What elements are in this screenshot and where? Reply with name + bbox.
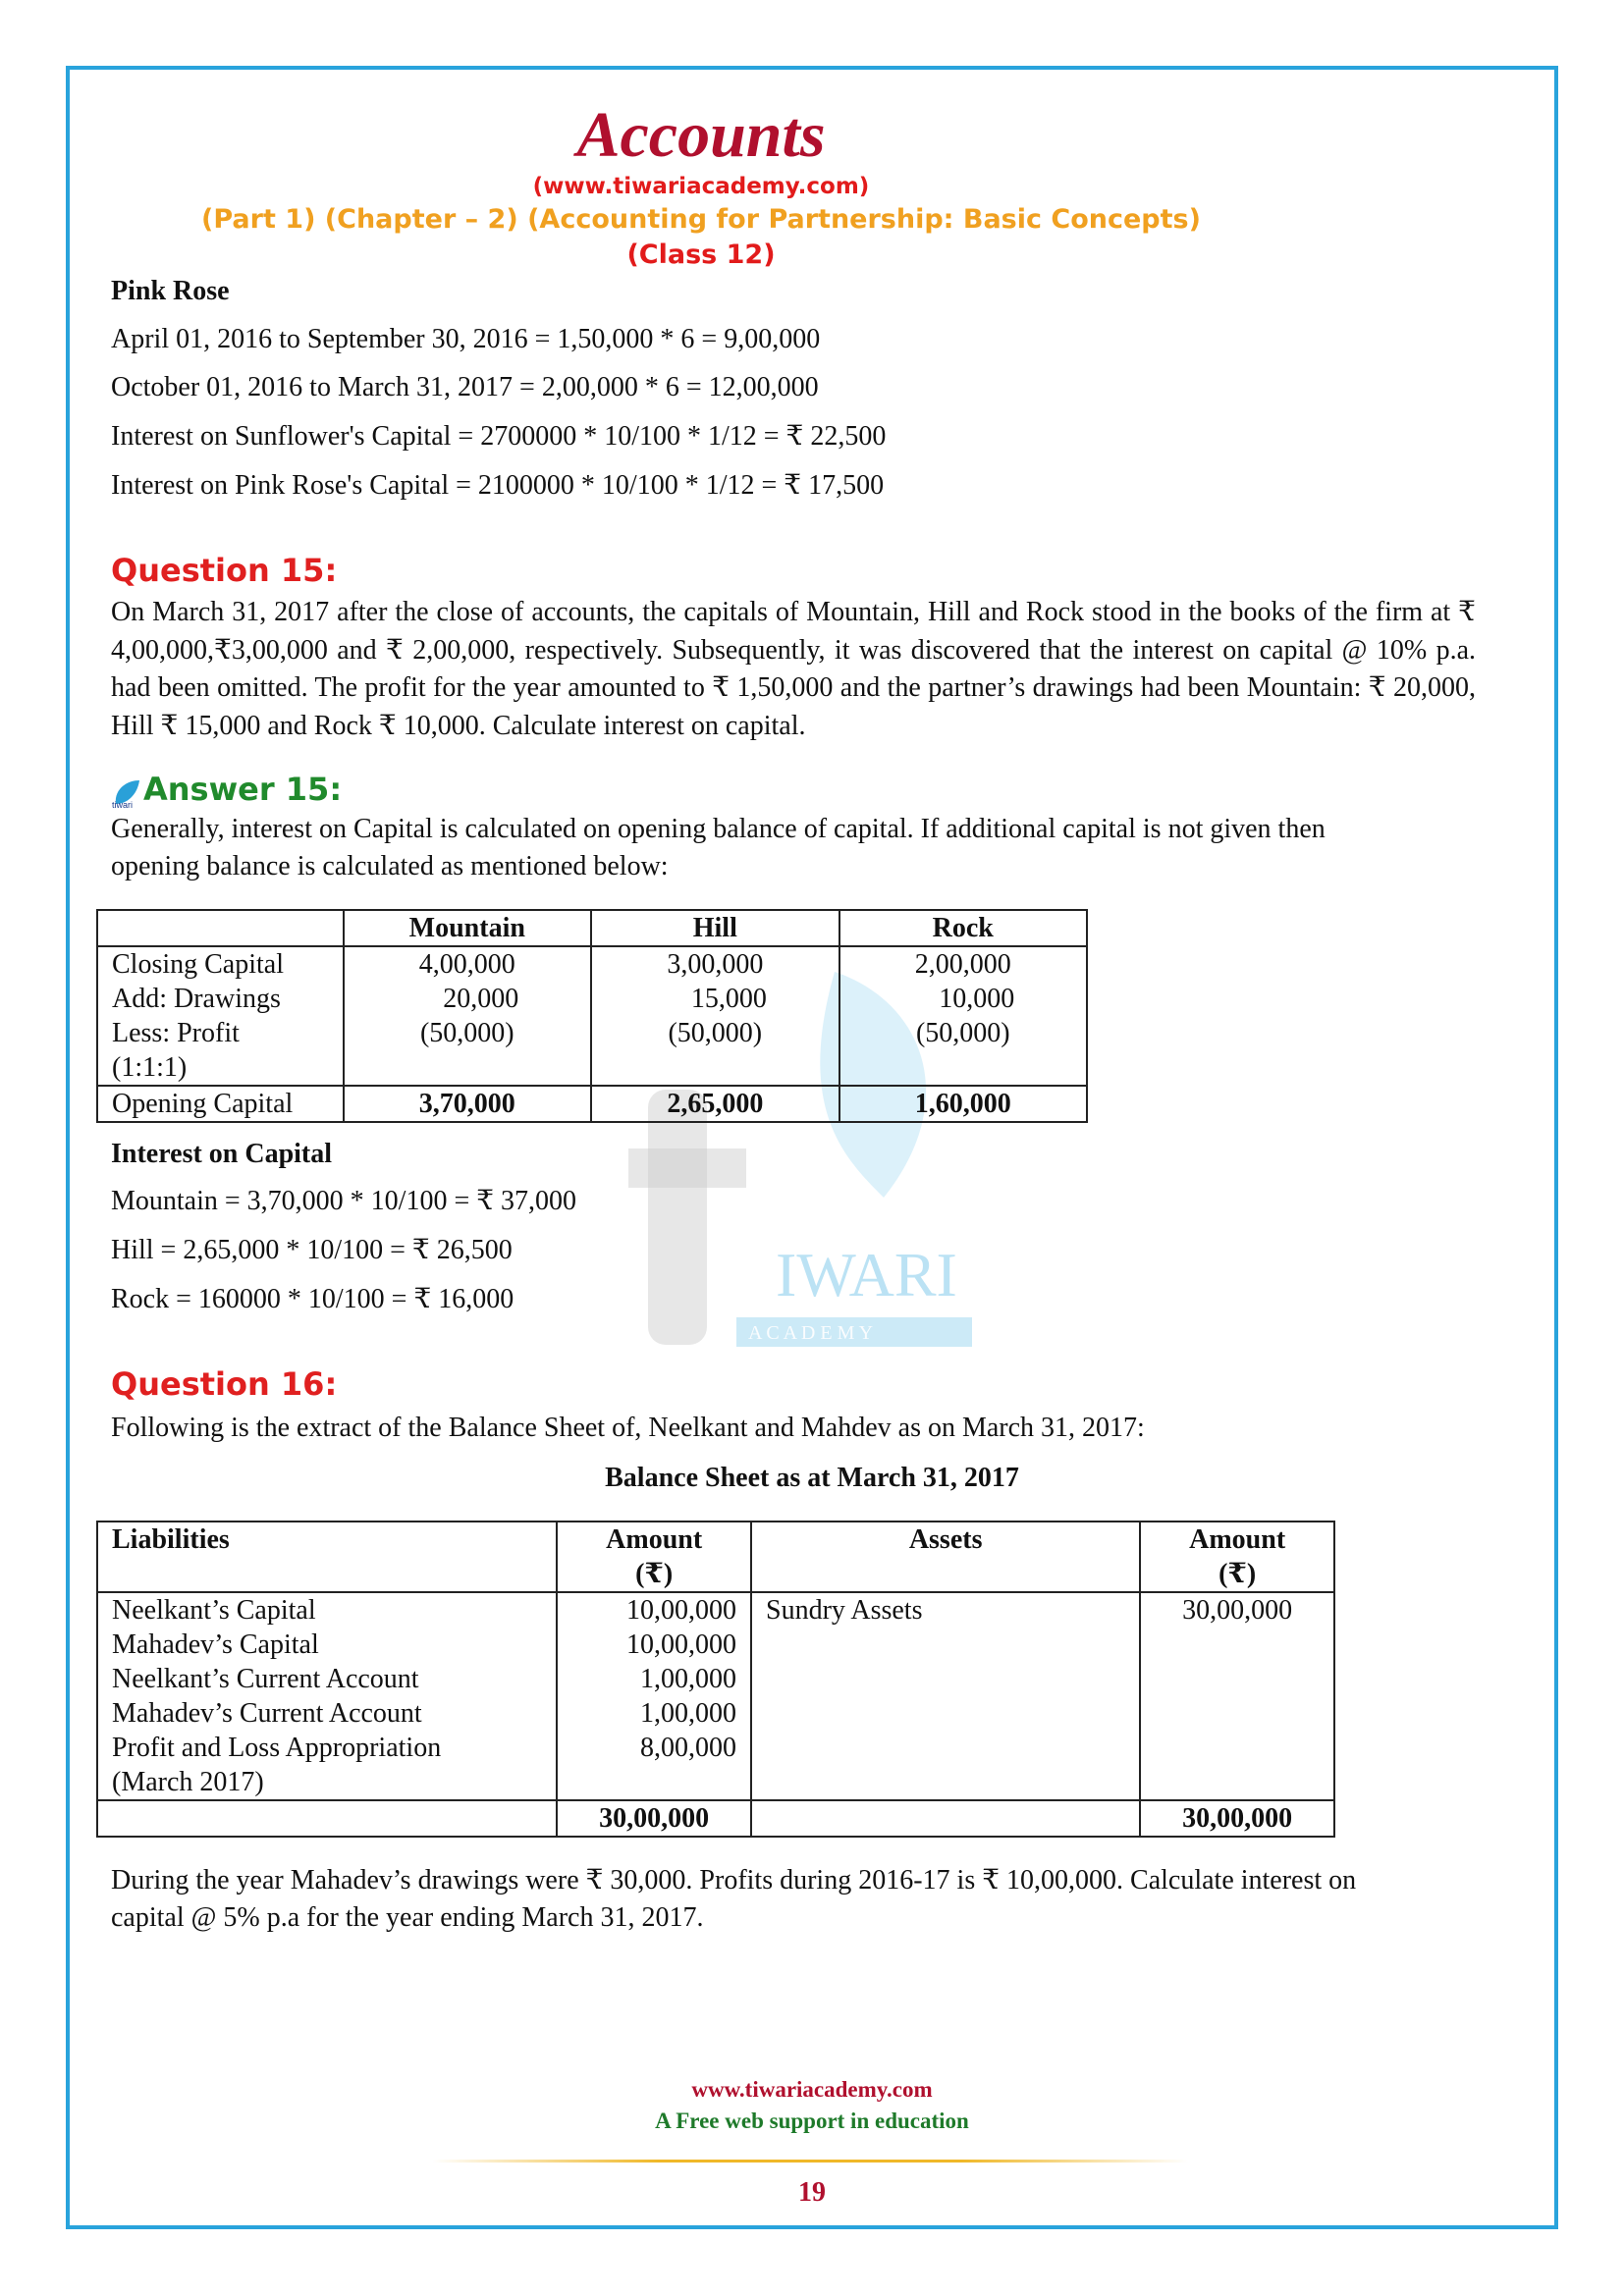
opening-capital-table xyxy=(96,909,1088,1123)
row-label: Add: Drawings xyxy=(112,984,281,1014)
row-label: Less: Profit xyxy=(112,1018,240,1048)
interest-heading: Interest on Capital xyxy=(111,1139,333,1169)
liability-amount: 1,00,000 xyxy=(640,1698,736,1729)
cell-value: (50,000) xyxy=(419,1018,514,1048)
table-header: Assets xyxy=(751,1522,1140,1592)
table-total-row xyxy=(97,1800,1334,1837)
table-header: Amount (₹) xyxy=(1140,1522,1334,1592)
liability-amount: 10,00,000 xyxy=(626,1629,736,1660)
liability-label: Mahadev’s Capital xyxy=(112,1629,319,1660)
asset-amount: 30,00,000 xyxy=(1182,1595,1293,1626)
liability-amount: 8,00,000 xyxy=(640,1733,736,1763)
svg-text:tiwari: tiwari xyxy=(112,800,134,810)
question-15-heading: Question 15: xyxy=(111,552,338,589)
question-16-heading: Question 16: xyxy=(111,1365,338,1403)
row-label: (1:1:1) xyxy=(112,1052,188,1083)
balance-sheet-table xyxy=(96,1521,1335,1838)
table-header xyxy=(97,910,344,946)
liability-label: (March 2017) xyxy=(112,1767,264,1797)
liability-amount: 1,00,000 xyxy=(640,1664,736,1694)
pink-rose-heading: Pink Rose xyxy=(111,276,230,306)
header-website: (www.tiwariacademy.com) xyxy=(532,174,870,199)
watermark-brand: IWARI xyxy=(776,1240,957,1309)
question-16-after: During the year Mahadev’s drawings were ₹ 30,000. Profits during 2016-17 is ₹ 10,00,000. Calculate interest on xyxy=(111,1865,1357,1896)
page-number: 19 xyxy=(798,2177,826,2208)
answer-15-intro: Generally, interest on Capital is calculated on opening balance of capital. If additional capital is not given then xyxy=(111,814,1326,844)
liability-label: Profit and Loss Appropriation xyxy=(112,1733,442,1763)
answer-15-heading: Answer 15: xyxy=(143,771,343,808)
footer-website: www.tiwariacademy.com xyxy=(691,2077,933,2102)
row-label: Opening Capital xyxy=(97,1086,344,1122)
cell-value: 10,000 xyxy=(939,984,1015,1014)
pink-rose-line: Interest on Pink Rose's Capital = 2100000 * 10/100 * 1/12 = ₹ 17,500 xyxy=(111,470,885,501)
question-16-text: Following is the extract of the Balance Sheet of, Neelkant and Mahdev as on March 31, 2017: xyxy=(111,1413,1145,1443)
cell-value: (50,000) xyxy=(668,1018,763,1048)
footer-tagline: A Free web support in education xyxy=(655,2109,969,2133)
header-class: (Class 12) xyxy=(626,240,776,270)
watermark-sub: A C A D E M Y xyxy=(748,1322,874,1344)
liability-label: Neelkant’s Capital xyxy=(112,1595,316,1626)
interest-line: Hill = 2,65,000 * 10/100 = ₹ 26,500 xyxy=(111,1235,513,1265)
question-15-text: On March 31, 2017 after the close of accounts, the capitals of Mountain, Hill and Rock stood in the books of the firm at ₹ 4,00,000,₹3,00,000 and ₹ 2,00,000, respectively. Subsequently, it was discovered that the interest on capital @ 10% p.a. had been omitted. The profit for the year amounted to ₹ 1,50,000 and the partner’s drawings had been Mountain: ₹ 20,000, Hill ₹ 15,000 and Rock ₹ 10,000. Calculate interest on capital. xyxy=(111,597,1476,741)
cell-value: (50,000) xyxy=(915,1018,1010,1048)
row-label: Closing Capital xyxy=(112,949,284,980)
cell-value: 3,00,000 xyxy=(667,949,764,980)
table-header: Amount (₹) xyxy=(557,1522,751,1592)
pink-rose-line: October 01, 2016 to March 31, 2017 = 2,00,000 * 6 = 12,00,000 xyxy=(111,372,819,402)
cell-value: 2,00,000 xyxy=(914,949,1011,980)
cell-value: 3,70,000 xyxy=(344,1086,592,1122)
liability-label: Mahadev’s Current Account xyxy=(112,1698,422,1729)
cell-value: 1,60,000 xyxy=(839,1086,1087,1122)
pink-rose-line: Interest on Sunflower's Capital = 2700000 * 10/100 * 1/12 = ₹ 22,500 xyxy=(111,421,887,452)
pink-rose-line: April 01, 2016 to September 30, 2016 = 1,50,000 * 6 = 9,00,000 xyxy=(111,324,821,354)
page-title: Accounts xyxy=(576,99,826,171)
table-row xyxy=(97,946,1087,1086)
table-row xyxy=(97,1592,1334,1800)
total-assets: 30,00,000 xyxy=(1140,1800,1334,1837)
cell-value: 4,00,000 xyxy=(418,949,515,980)
balance-sheet-title: Balance Sheet as at March 31, 2017 xyxy=(605,1463,1019,1493)
question-16-after: capital @ 5% p.a for the year ending March 31, 2017. xyxy=(111,1902,704,1933)
liability-label: Neelkant’s Current Account xyxy=(112,1664,419,1694)
cell-value: 2,65,000 xyxy=(591,1086,839,1122)
footer-divider xyxy=(432,2160,1188,2163)
asset-label: Sundry Assets xyxy=(766,1595,923,1626)
cell-value: 15,000 xyxy=(690,984,767,1014)
liability-amount: 10,00,000 xyxy=(626,1595,736,1626)
answer-15-intro: opening balance is calculated as mentioned below: xyxy=(111,851,669,881)
interest-line: Rock = 160000 * 10/100 = ₹ 16,000 xyxy=(111,1284,514,1314)
table-header: Liabilities xyxy=(97,1522,557,1592)
interest-line: Mountain = 3,70,000 * 10/100 = ₹ 37,000 xyxy=(111,1186,577,1216)
cell-value: 20,000 xyxy=(443,984,519,1014)
header-chapter: (Part 1) (Chapter – 2) (Accounting for Partnership: Basic Concepts) xyxy=(201,204,1201,235)
table-header: Hill xyxy=(591,910,839,946)
total-liabilities: 30,00,000 xyxy=(557,1800,751,1837)
table-header: Rock xyxy=(839,910,1087,946)
table-total-row xyxy=(97,1086,1087,1122)
table-header: Mountain xyxy=(344,910,592,946)
answer-icon xyxy=(110,776,143,810)
